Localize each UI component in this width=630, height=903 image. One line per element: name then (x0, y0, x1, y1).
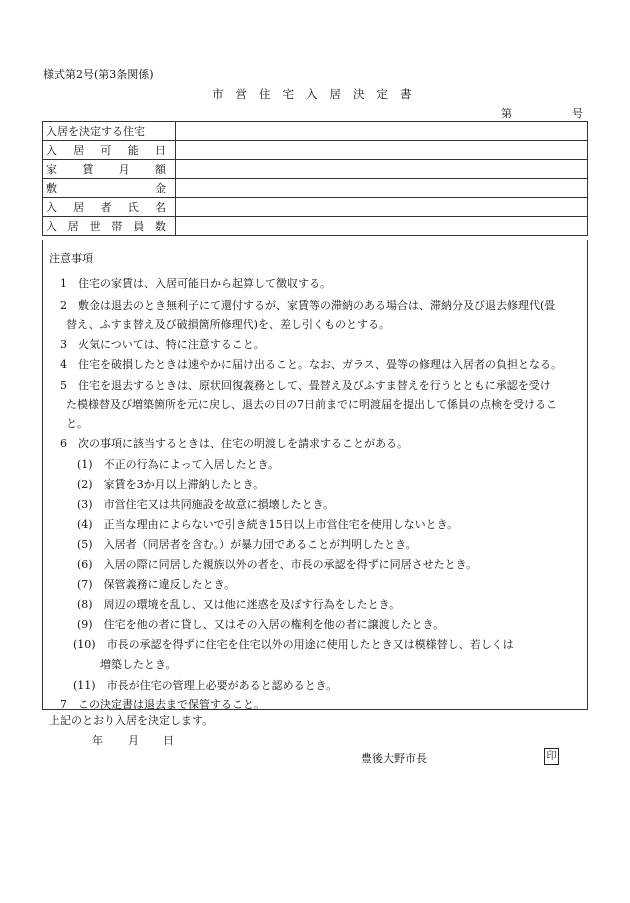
note-line: (2) 家賃を3か月以上滞納したとき。 (77, 478, 265, 491)
note-line: 1 住宅の家賃は、入居可能日から起算して徴収する。 (60, 277, 331, 290)
note-line: (11) 市長が住宅の管理上必要があると認めるとき。 (73, 679, 338, 692)
info-value[interactable] (176, 122, 588, 141)
note-line: (5) 入居者（同居者を含む。）が暴力団であることが判明したとき。 (77, 538, 417, 551)
info-label-text: 家 賃 月 額 (46, 163, 166, 176)
note-line: と。 (66, 417, 88, 430)
info-label (43, 160, 176, 179)
mayor-name: 豊後大野市長 (361, 752, 427, 765)
note-line: 6 次の事項に該当するときは、住宅の明渡しを請求することがある。 (60, 437, 408, 450)
note-line: (4) 正当な理由によらないで引き続き15日以上市営住宅を使用しないとき。 (77, 518, 459, 531)
info-label-text: 入 居 可 能 日 (46, 144, 166, 157)
info-value[interactable] (176, 217, 588, 236)
date-day: 日 (163, 734, 174, 747)
info-label (43, 217, 176, 236)
note-line: (7) 保管義務に違反したとき。 (77, 578, 236, 591)
seal-mark: 印 (544, 748, 559, 765)
date-month: 月 (128, 734, 139, 747)
info-label (43, 179, 176, 198)
note-line: た模様替及び増築箇所を元に戻し、退去の日の7日前までに明渡届を提出して係員の点検を受けるこ (66, 398, 557, 411)
info-label-text: 入居を決定する住宅 (46, 125, 145, 138)
info-value[interactable] (176, 141, 588, 160)
info-label-text: 入 居 者 氏 名 (46, 201, 166, 214)
info-row (43, 160, 588, 179)
info-value[interactable] (176, 198, 588, 217)
info-label (43, 141, 176, 160)
note-line: (9) 住宅を他の者に貸し、又はその入居の権利を他の者に譲渡したとき。 (77, 618, 445, 631)
info-value[interactable] (176, 160, 588, 179)
info-row (43, 141, 588, 160)
number-suffix: 号 (572, 107, 583, 120)
info-label-text: 入 居 世 帯 員 数 (46, 220, 166, 233)
decision-statement: 上記のとおり入居を決定します。 (49, 714, 214, 727)
info-row (43, 179, 588, 198)
note-line: 2 敷金は退去のとき無利子にて還付するが、家賃等の滞納のある場合は、滞納分及び退去修理代(畳 (60, 299, 556, 312)
info-row (43, 122, 588, 141)
note-line: (3) 市営住宅又は共同施設を故意に損壊したとき。 (77, 498, 335, 511)
date-year: 年 (92, 734, 103, 747)
number-prefix: 第 (501, 107, 512, 120)
note-line: (6) 入居の際に同居した親族以外の者を、市長の承認を得ずに同居させたとき。 (77, 558, 478, 571)
note-line: 7 この決定書は退去まで保管すること。 (60, 698, 265, 711)
note-line: (8) 周辺の環境を乱し、又は他に迷惑を及ぼす行為をしたとき。 (77, 598, 401, 611)
document-title: 市営住宅入居決定書 (212, 87, 424, 101)
info-value[interactable] (176, 179, 588, 198)
info-label-text: 敷 金 (46, 182, 166, 195)
notes-heading: 注意事項 (49, 252, 93, 265)
note-line: (10) 市長の承認を得ずに住宅を住宅以外の用途に使用したとき又は模様替し、若しくは (73, 638, 514, 651)
form-number: 様式第2号(第3条関係) (43, 68, 154, 81)
info-label (43, 122, 176, 141)
info-row (43, 217, 588, 236)
info-row (43, 198, 588, 217)
note-line: 替え、ふすま替え及び破損箇所修理代)を、差し引くものとする。 (66, 318, 390, 331)
note-line: (1) 不正の行為によって入居したとき。 (77, 458, 280, 471)
note-line: 3 火気については、特に注意すること。 (60, 338, 265, 351)
info-label (43, 198, 176, 217)
info-table (42, 121, 588, 236)
note-line: 4 住宅を破損したときは速やかに届け出ること。なお、ガラス、畳等の修理は入居者の負担となる。 (60, 358, 562, 371)
notes-section (42, 240, 588, 710)
note-line: 5 住宅を退去するときは、原状回復義務として、畳替え及びふすま替えを行うとともに承認を受け (60, 379, 551, 392)
note-line: 増築したとき。 (100, 658, 177, 671)
